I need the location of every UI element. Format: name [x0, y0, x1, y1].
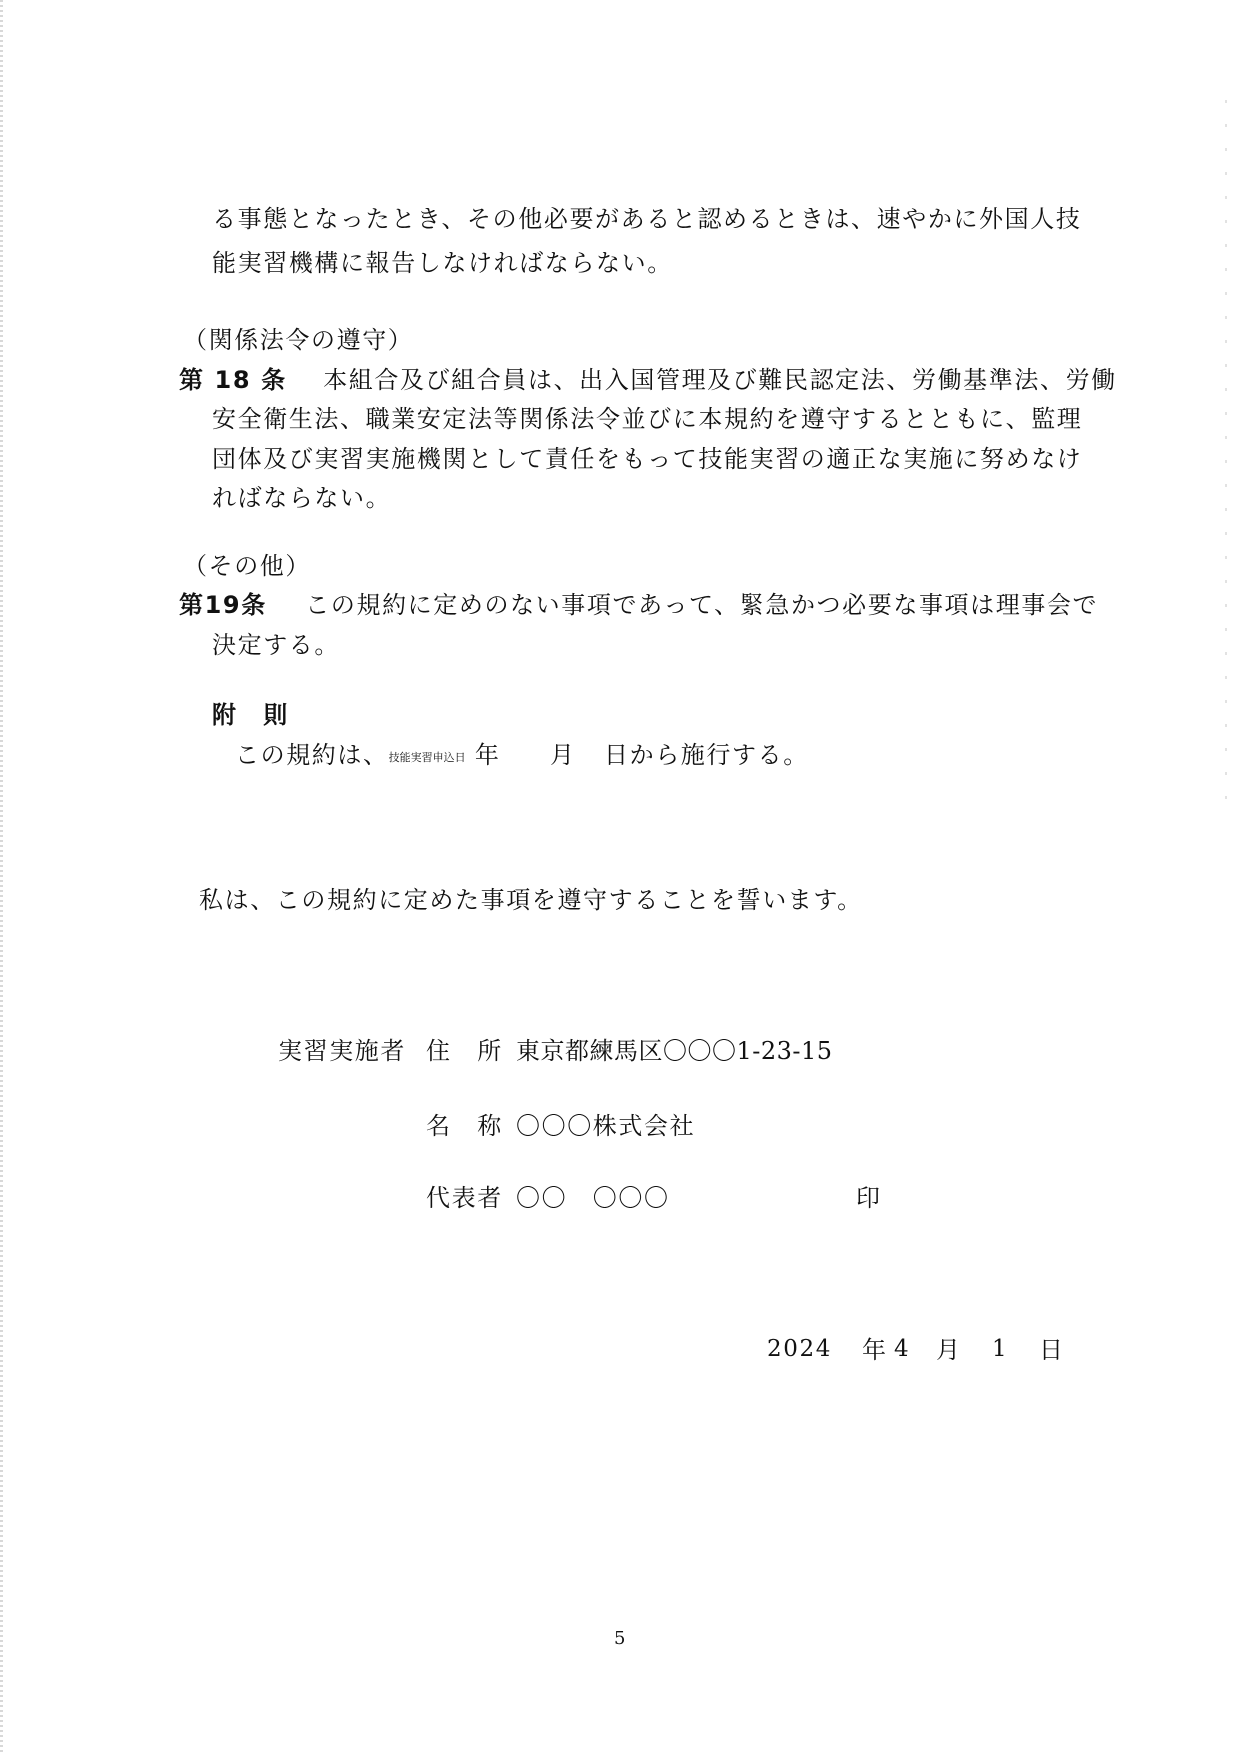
article-18-first-line [179, 368, 1117, 392]
article-19-heading: （その他） [183, 552, 311, 580]
address-value: 東京都練馬区〇〇〇1-23-15 [516, 1037, 833, 1065]
date-year: 2024 [767, 1336, 832, 1362]
supplementary-text [235, 743, 500, 767]
seal-mark: 印 [856, 1184, 882, 1212]
scan-edge-right [1225, 100, 1227, 800]
scan-edge-left [0, 0, 3, 1755]
company-name-value: 〇〇〇株式会社 [516, 1112, 696, 1140]
continuation-line-1: る事態となったとき、その他必要があると認めるときは、速やかに外国人技 [212, 205, 1082, 233]
continuation-line-2: 能実習機構に報告しなければならない。 [212, 249, 673, 277]
article-19-line-1: この規約に定めのない事項であって、緊急かつ必要な事項は理事会で [305, 591, 1099, 619]
article-18-line-1: 本組合及び組合員は、出入国管理及び難民認定法、労働基準法、労働 [323, 366, 1117, 394]
article-18-heading: （関係法令の遵守） [183, 326, 414, 354]
article-18-line-3: 団体及び実習実施機関として責任をもって技能実習の適正な実施に努めなけ [212, 445, 1083, 473]
date-day: 1 [992, 1336, 1009, 1362]
date-month: 4 [894, 1336, 911, 1362]
article-18-number: 第 18 条 [179, 366, 287, 394]
date-month-label: 月 [936, 1336, 962, 1364]
supplementary-day-suffix: 日から施行する。 [604, 741, 809, 769]
date-year-label: 年 [862, 1336, 888, 1364]
representative-value: 〇〇 〇〇〇 [516, 1184, 670, 1212]
page-number: 5 [614, 1628, 626, 1649]
pledge-text: 私は、この規約に定めた事項を遵守することを誓います。 [199, 886, 863, 914]
supplementary-small-note: 技能実習申込日 [388, 751, 466, 764]
date-day-label: 日 [1039, 1336, 1065, 1364]
article-18-line-2: 安全衛生法、職業安定法等関係法令並びに本規約を遵守するとともに、監理 [212, 405, 1083, 433]
supplementary-prefix: この規約は、 [235, 741, 389, 769]
article-19-line-2: 決定する。 [212, 631, 340, 659]
article-19-number: 第19条 [179, 591, 267, 619]
signature-role: 実習実施者 [278, 1037, 406, 1065]
representative-label: 代表者 [426, 1184, 503, 1212]
supplementary-month-label: 月 [550, 741, 576, 769]
address-label: 住 所 [426, 1037, 503, 1065]
supplementary-year-label: 年 [474, 741, 501, 769]
article-19-first-line [179, 593, 1098, 617]
article-18-line-4: ればならない。 [212, 484, 392, 512]
supplementary-heading: 附 則 [212, 700, 289, 729]
company-name-label: 名 称 [426, 1112, 503, 1140]
